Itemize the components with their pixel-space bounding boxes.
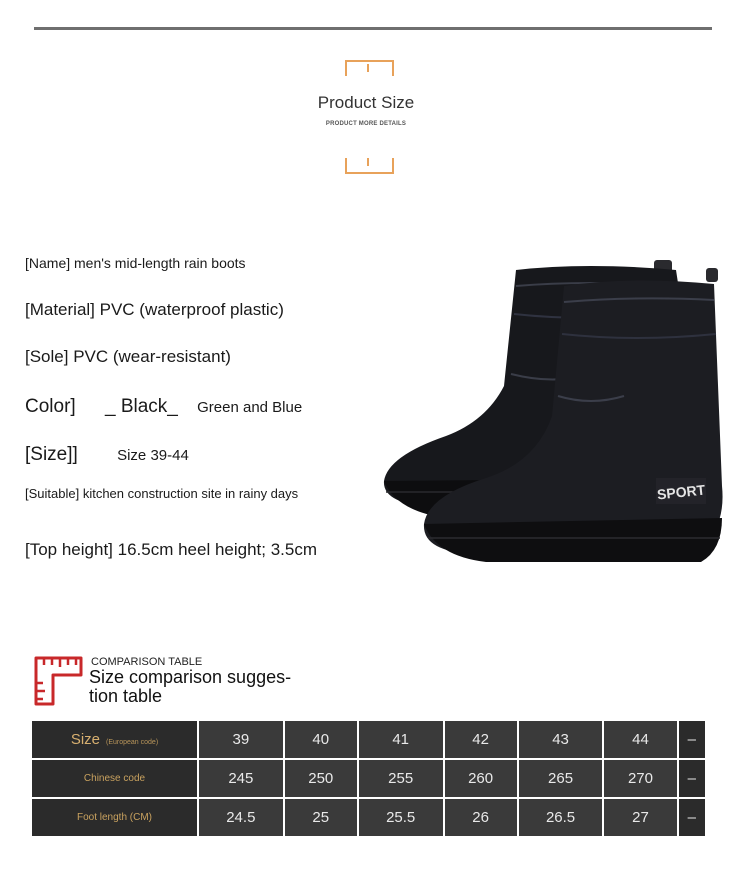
header-bracket-top: [345, 60, 394, 76]
table-cell: 39: [198, 720, 284, 759]
spec-suitable: [Suitable] kitchen construction site in rainy days: [25, 486, 299, 501]
table-cell: –: [678, 798, 706, 837]
comparison-label: COMPARISON TABLE: [91, 656, 203, 668]
spec-color-label: Color]: [25, 396, 76, 417]
spec-color-other: Green and Blue: [197, 399, 303, 416]
page-title: Product Size: [317, 93, 415, 112]
table-cell: 24.5: [198, 798, 284, 837]
table-cell: –: [678, 720, 706, 759]
table-cell: 26: [444, 798, 518, 837]
header-bracket-bottom: [345, 158, 394, 174]
table-cell: –: [678, 759, 706, 798]
spec-sole: [Sole] PVC (wear-resistant): [25, 347, 231, 366]
table-row-size: [31, 720, 706, 759]
row-header-chinese: Chinese code: [31, 759, 198, 798]
top-divider: [34, 27, 712, 30]
spec-size-label: [Size]]: [25, 444, 78, 465]
sport-badge-text: SPORT: [656, 481, 706, 503]
table-row-chinese: [31, 759, 706, 798]
comparison-title: Size comparison sugges- tion table: [89, 667, 292, 706]
table-cell: 265: [518, 759, 604, 798]
table-cell: 255: [358, 759, 444, 798]
spec-size: [25, 444, 189, 466]
table-cell: 27: [603, 798, 677, 837]
table-cell: 25.5: [358, 798, 444, 837]
spec-material: [Material] PVC (waterproof plastic): [25, 300, 284, 319]
table-cell: 44: [603, 720, 677, 759]
page-subtitle: PRODUCT MORE DETAILS: [325, 121, 407, 127]
rain-boots-image: [376, 256, 726, 566]
table-cell: 250: [284, 759, 358, 798]
spec-size-value: Size 39-44: [117, 447, 189, 464]
table-cell: 42: [444, 720, 518, 759]
table-cell: 43: [518, 720, 604, 759]
spec-height: [Top height] 16.5cm heel height; 3.5cm: [25, 540, 318, 559]
table-cell: 40: [284, 720, 358, 759]
table-cell: 26.5: [518, 798, 604, 837]
size-table: [30, 719, 707, 838]
spec-color-black: _ Black_: [104, 396, 178, 417]
spec-color: [25, 396, 302, 418]
table-cell: 270: [603, 759, 677, 798]
table-cell: 245: [198, 759, 284, 798]
row-header-foot: Foot length (CM): [31, 798, 198, 837]
spec-name: [Name] men's mid-length rain boots: [25, 255, 246, 271]
ruler-icon: [33, 655, 85, 707]
row-header-size: Size (European code): [31, 720, 198, 759]
table-row-foot: [31, 798, 706, 837]
table-cell: 41: [358, 720, 444, 759]
table-cell: 260: [444, 759, 518, 798]
table-cell: 25: [284, 798, 358, 837]
